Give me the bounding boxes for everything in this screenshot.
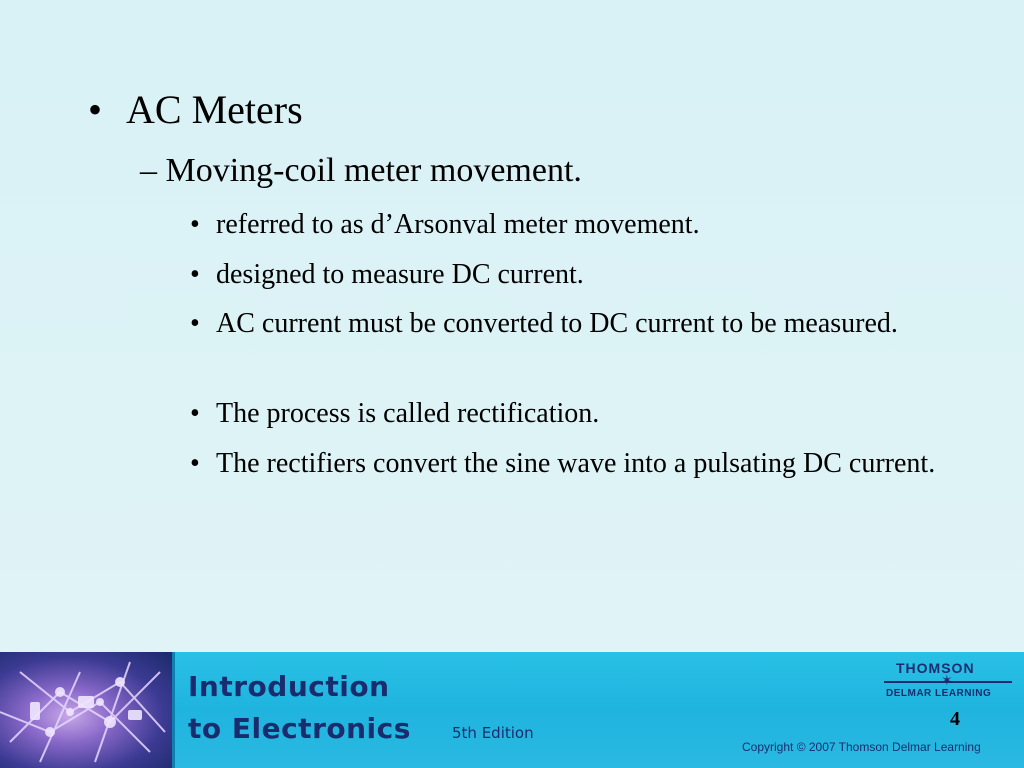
book-title-line1: Introduction <box>188 670 390 703</box>
footer-divider <box>172 652 175 768</box>
book-title-line2: to Electronics <box>188 712 411 745</box>
page-number: 4 <box>950 708 960 730</box>
point-bullet: • <box>190 398 200 429</box>
edition-label: 5th Edition <box>452 724 534 742</box>
star-icon: ✶ <box>941 673 953 689</box>
slide-subheading: – Moving-coil meter movement. <box>140 152 582 189</box>
publisher-logo-name: THOMSON <box>896 660 975 676</box>
point-text: designed to measure DC current. <box>216 259 584 290</box>
point-text: referred to as d’Arsonval meter movement. <box>216 209 700 240</box>
point-text: The rectifiers convert the sine wave into a pulsating DC current. <box>216 448 936 479</box>
copyright-notice: Copyright © 2007 Thomson Delmar Learning <box>742 740 981 754</box>
publisher-logo-subtitle: DELMAR LEARNING <box>886 688 992 699</box>
heading-bullet: • <box>88 87 103 132</box>
point-bullet: • <box>190 448 200 479</box>
slide-heading: AC Meters <box>126 87 303 132</box>
point-bullet: • <box>190 209 200 240</box>
point-text: AC current must be converted to DC current to be measured. <box>216 308 898 339</box>
point-bullet: • <box>190 308 200 339</box>
point-bullet: • <box>190 259 200 290</box>
footer-banner <box>0 652 1024 768</box>
circuit-board-image <box>0 652 172 768</box>
point-text: The process is called rectification. <box>216 398 600 429</box>
